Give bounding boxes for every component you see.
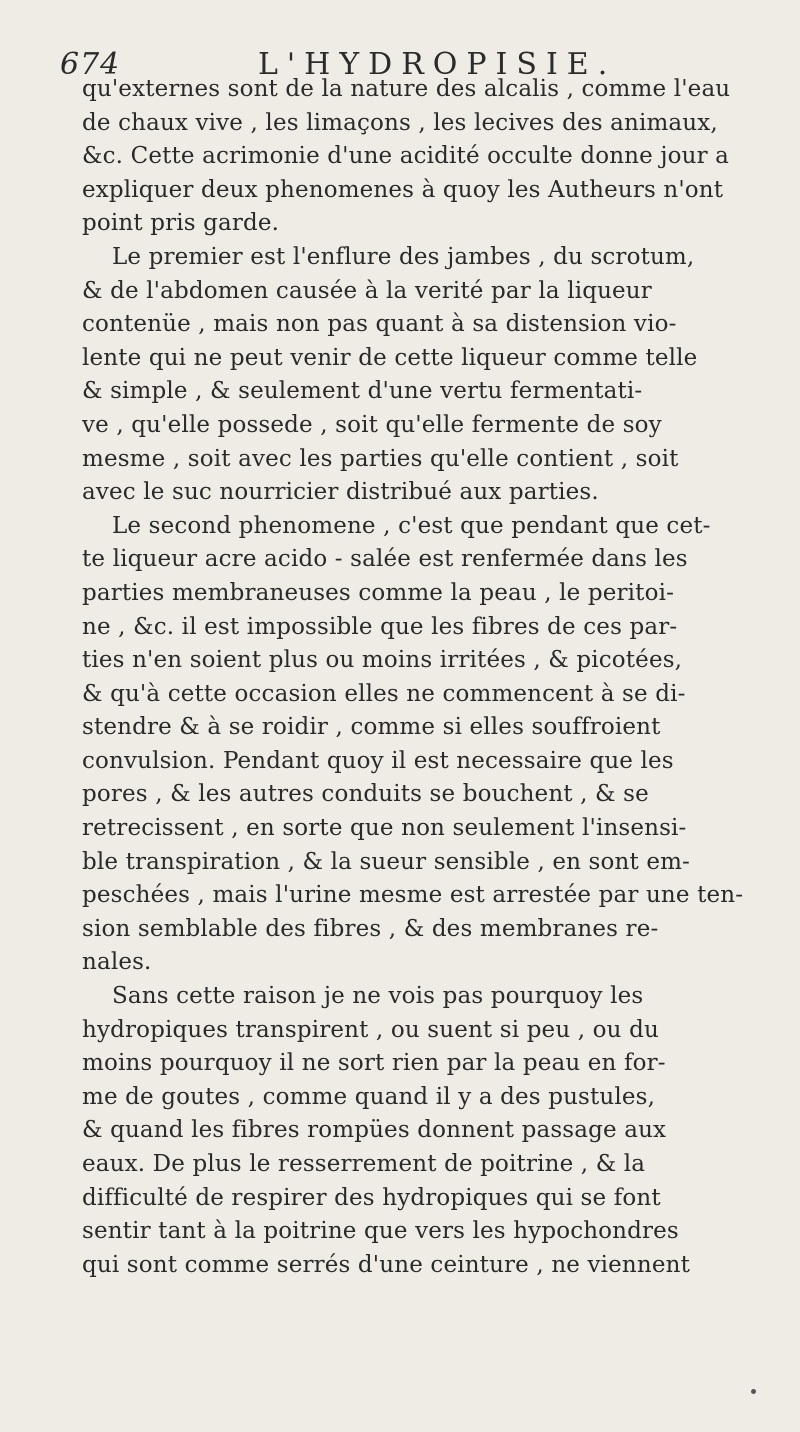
text-line: & qu'à cette occasion elles ne commencent à se di- bbox=[82, 680, 686, 707]
text-line: ble transpiration , & la sueur sensible , en sont em- bbox=[82, 848, 690, 875]
text-line: & de l'abdomen causée à la verité par la liqueur bbox=[82, 277, 652, 304]
text-line: &c. Cette acrimonie d'une acidité occulte donne jour a bbox=[82, 143, 730, 170]
text-line: peschées , mais l'urine mesme est arrestée par une ten- bbox=[82, 882, 744, 909]
running-head: L'HYDROPISIE. bbox=[258, 47, 617, 82]
paragraph bbox=[82, 73, 800, 241]
text-line: convulsion. Pendant quoy il est necessaire que les bbox=[82, 747, 674, 774]
text-line: Sans cette raison je ne vois pas pourquoy les bbox=[112, 983, 644, 1010]
text-line: difficulté de respirer des hydropiques qui se font bbox=[82, 1184, 661, 1211]
text-line: eaux. De plus le resserrement de poitrine , & la bbox=[82, 1151, 646, 1177]
text-line: ties n'en soient plus ou moins irritées , & picotées, bbox=[82, 647, 683, 674]
ink-dot bbox=[751, 1389, 756, 1394]
text-line: mesme , soit avec les parties qu'elle contient , soit bbox=[82, 445, 679, 472]
text-line: ve , qu'elle possede , soit qu'elle fermente de soy bbox=[82, 411, 662, 438]
paragraph bbox=[82, 241, 800, 510]
text-line: retrecissent , en sorte que non seulement l'insensi- bbox=[82, 815, 687, 842]
text-line: lente qui ne peut venir de cette liqueur comme telle bbox=[82, 344, 698, 371]
paragraph bbox=[82, 980, 800, 1282]
text-line: avec le suc nourricier distribué aux parties. bbox=[82, 479, 599, 506]
text-line: sentir tant à la poitrine que vers les hypochondres bbox=[82, 1218, 679, 1245]
text-line: pores , & les autres conduits se bouchent , & se bbox=[82, 781, 649, 808]
text-line: expliquer deux phenomenes à quoy les Autheurs n'ont bbox=[82, 176, 724, 203]
text-line: de chaux vive , les limaçons , les lecives des animaux, bbox=[82, 109, 718, 136]
body-text bbox=[82, 73, 800, 1282]
text-line: sion semblable des fibres , & des membranes re- bbox=[82, 915, 659, 942]
page-number: 674 bbox=[60, 47, 121, 82]
text-line: te liqueur acre acido - salée est renfermée dans les bbox=[82, 546, 688, 573]
text-line: point pris garde. bbox=[82, 210, 280, 237]
text-line: contenüe , mais non pas quant à sa distension vio- bbox=[82, 311, 677, 338]
text-line: ne , &c. il est impossible que les fibres de ces par- bbox=[82, 613, 678, 640]
text-line: & simple , & seulement d'une vertu fermentati- bbox=[82, 378, 643, 405]
text-line: qu'externes sont de la nature des alcalis , comme l'eau bbox=[82, 76, 731, 102]
text-line: & quand les fibres rompües donnent passage aux bbox=[82, 1117, 667, 1144]
text-line: hydropiques transpirent , ou suent si peu , ou du bbox=[82, 1016, 659, 1043]
paragraph bbox=[82, 510, 800, 980]
text-line: moins pourquoy il ne sort rien par la peau en for- bbox=[82, 1050, 666, 1077]
text-line: me de goutes , comme quand il y a des pustules, bbox=[82, 1083, 656, 1110]
text-line: Le premier est l'enflure des jambes , du scrotum, bbox=[112, 243, 695, 270]
text-line: stendre & à se roidir , comme si elles souffroient bbox=[82, 714, 661, 741]
text-line: qui sont comme serrés d'une ceinture , ne viennent bbox=[82, 1251, 690, 1278]
text-line: nales. bbox=[82, 949, 152, 976]
text-line: parties membraneuses comme la peau , le peritoi- bbox=[82, 579, 675, 606]
text-line: Le second phenomene , c'est que pendant que cet- bbox=[112, 512, 711, 539]
